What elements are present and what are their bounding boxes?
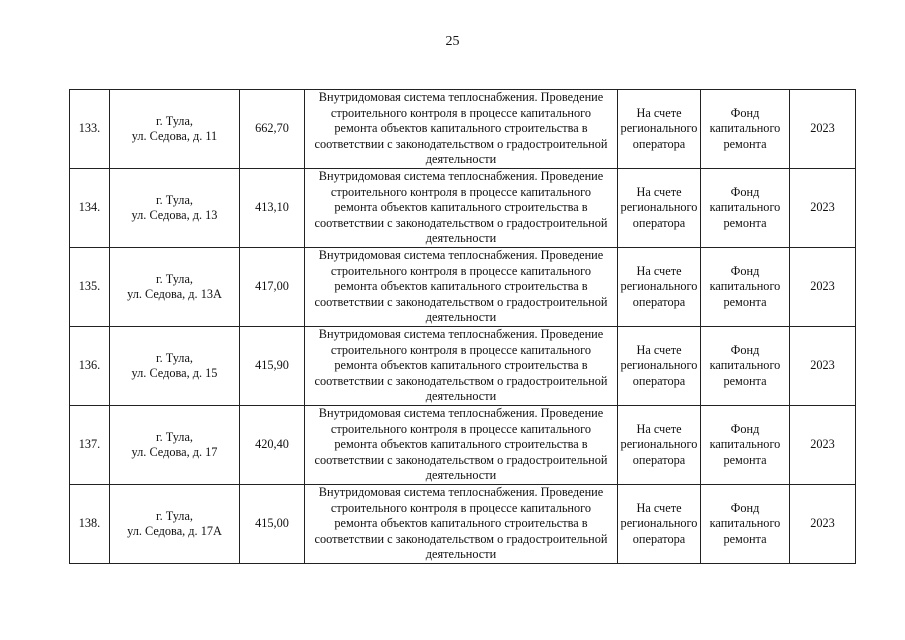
work-description-line: строительного контроля в процессе капитального — [330, 500, 592, 515]
area-cell — [240, 169, 305, 248]
funding-source-line: ремонта — [723, 215, 767, 230]
work-description-line: деятельности — [425, 547, 497, 562]
funding-source-line: ремонта — [723, 373, 767, 388]
account-line: регионального — [620, 437, 698, 452]
area-cell — [240, 327, 305, 406]
work-description-line: строительного контроля в процессе капитального — [330, 263, 592, 278]
funding-source-line: Фонд — [730, 184, 760, 199]
funding-source-line: ремонта — [723, 136, 767, 151]
area-cell — [240, 248, 305, 327]
work-description-line: строительного контроля в процессе капитального — [330, 421, 592, 436]
funding-source-line: капитального — [709, 437, 781, 452]
work-description-line: соответствии с законодательством о градостроительной — [314, 294, 608, 309]
funding-source-cell — [701, 327, 790, 406]
funding-source-line: Фонд — [730, 342, 760, 357]
work-description-line: соответствии с законодательством о градостроительной — [314, 452, 608, 467]
year-cell — [790, 406, 856, 485]
work-description-line: соответствии с законодательством о градостроительной — [314, 373, 608, 388]
account-line: На счете — [636, 500, 682, 515]
page-number: 25 — [445, 34, 460, 49]
table-row — [70, 169, 856, 248]
year-cell — [790, 248, 856, 327]
year-value: 2023 — [810, 437, 835, 452]
work-description-line: деятельности — [425, 310, 497, 325]
funding-source-line: ремонта — [723, 294, 767, 309]
work-description-line: деятельности — [425, 152, 497, 167]
account-line: регионального — [620, 279, 698, 294]
table-row — [70, 248, 856, 327]
area-value: 415,00 — [255, 516, 289, 531]
funding-source-line: Фонд — [730, 421, 760, 436]
work-description-line: строительного контроля в процессе капитального — [330, 184, 592, 199]
address-city: г. Тула, — [156, 271, 193, 286]
address-cell — [110, 248, 240, 327]
table-row — [70, 90, 856, 169]
account-line: регионального — [620, 200, 698, 215]
work-description-cell — [305, 406, 618, 485]
account-line: оператора — [632, 373, 686, 388]
work-description-line: ремонта объектов капитального строительства в — [334, 437, 588, 452]
row-number: 134. — [78, 200, 101, 215]
work-description-line: соответствии с законодательством о градостроительной — [314, 136, 608, 151]
row-number: 137. — [78, 437, 101, 452]
year-value: 2023 — [810, 121, 835, 136]
work-description-line: Внутридомовая система теплоснабжения. Проведение — [318, 406, 604, 421]
account-line: На счете — [636, 421, 682, 436]
row-number: 138. — [78, 516, 101, 531]
work-description-line: ремонта объектов капитального строительства в — [334, 279, 588, 294]
work-description-line: деятельности — [425, 468, 497, 483]
row-number: 135. — [78, 279, 101, 294]
account-line: На счете — [636, 184, 682, 199]
work-description-cell — [305, 327, 618, 406]
work-description-line: Внутридомовая система теплоснабжения. Проведение — [318, 169, 604, 184]
funding-source-line: капитального — [709, 358, 781, 373]
address-cell — [110, 90, 240, 169]
work-description-line: Внутридомовая система теплоснабжения. Проведение — [318, 327, 604, 342]
account-cell — [618, 485, 701, 564]
table-row — [70, 406, 856, 485]
work-description-line: ремонта объектов капитального строительства в — [334, 358, 588, 373]
account-line: На счете — [636, 263, 682, 278]
work-description-line: Внутридомовая система теплоснабжения. Проведение — [318, 90, 604, 105]
address-cell — [110, 406, 240, 485]
funding-source-cell — [701, 406, 790, 485]
area-cell — [240, 485, 305, 564]
work-description-cell — [305, 248, 618, 327]
year-value: 2023 — [810, 200, 835, 215]
account-line: регионального — [620, 121, 698, 136]
funding-source-line: капитального — [709, 200, 781, 215]
year-value: 2023 — [810, 279, 835, 294]
account-cell — [618, 406, 701, 485]
address-city: г. Тула, — [156, 508, 193, 523]
address-city: г. Тула, — [156, 350, 193, 365]
row-number-cell — [70, 327, 110, 406]
year-value: 2023 — [810, 358, 835, 373]
row-number-cell — [70, 248, 110, 327]
funding-source-cell — [701, 248, 790, 327]
area-cell — [240, 90, 305, 169]
account-line: регионального — [620, 358, 698, 373]
table-row — [70, 327, 856, 406]
area-cell — [240, 406, 305, 485]
work-description-line: соответствии с законодательством о градостроительной — [314, 531, 608, 546]
funding-source-cell — [701, 485, 790, 564]
area-value: 662,70 — [255, 121, 289, 136]
address-cell — [110, 169, 240, 248]
account-cell — [618, 248, 701, 327]
row-number-cell — [70, 485, 110, 564]
work-description-line: Внутридомовая система теплоснабжения. Проведение — [318, 485, 604, 500]
address-street: ул. Седова, д. 17 — [131, 445, 218, 459]
funding-source-line: Фонд — [730, 500, 760, 515]
account-line: На счете — [636, 105, 682, 120]
address-cell — [110, 485, 240, 564]
area-value: 417,00 — [255, 279, 289, 294]
account-cell — [618, 327, 701, 406]
year-value: 2023 — [810, 516, 835, 531]
table-body — [70, 90, 856, 564]
work-description-line: строительного контроля в процессе капитального — [330, 105, 592, 120]
address-city: г. Тула, — [156, 113, 193, 128]
repair-schedule-table — [69, 89, 856, 564]
work-description-line: ремонта объектов капитального строительства в — [334, 121, 588, 136]
account-cell — [618, 169, 701, 248]
address-street: ул. Седова, д. 11 — [131, 129, 218, 143]
funding-source-line: капитального — [709, 516, 781, 531]
year-cell — [790, 327, 856, 406]
work-description-cell — [305, 169, 618, 248]
row-number: 133. — [78, 121, 101, 136]
account-line: оператора — [632, 136, 686, 151]
address-street: ул. Седова, д. 13 — [131, 208, 218, 222]
funding-source-line: ремонта — [723, 531, 767, 546]
account-line: оператора — [632, 531, 686, 546]
work-description-line: ремонта объектов капитального строительства в — [334, 516, 588, 531]
account-line: На счете — [636, 342, 682, 357]
row-number-cell — [70, 90, 110, 169]
year-cell — [790, 90, 856, 169]
row-number-cell — [70, 169, 110, 248]
funding-source-line: капитального — [709, 121, 781, 136]
address-street: ул. Седова, д. 13А — [127, 287, 222, 301]
area-value: 413,10 — [255, 200, 289, 215]
funding-source-line: Фонд — [730, 263, 760, 278]
account-cell — [618, 90, 701, 169]
account-line: оператора — [632, 294, 686, 309]
area-value: 415,90 — [255, 358, 289, 373]
address-cell — [110, 327, 240, 406]
table-row — [70, 485, 856, 564]
work-description-line: ремонта объектов капитального строительства в — [334, 200, 588, 215]
funding-source-line: ремонта — [723, 452, 767, 467]
address-city: г. Тула, — [156, 192, 193, 207]
account-line: оператора — [632, 452, 686, 467]
address-street: ул. Седова, д. 15 — [131, 366, 218, 380]
address-street: ул. Седова, д. 17А — [127, 524, 222, 538]
funding-source-line: капитального — [709, 279, 781, 294]
funding-source-cell — [701, 90, 790, 169]
work-description-line: Внутридомовая система теплоснабжения. Проведение — [318, 248, 604, 263]
work-description-line: деятельности — [425, 389, 497, 404]
funding-source-cell — [701, 169, 790, 248]
work-description-cell — [305, 90, 618, 169]
year-cell — [790, 169, 856, 248]
row-number-cell — [70, 406, 110, 485]
account-line: оператора — [632, 215, 686, 230]
year-cell — [790, 485, 856, 564]
address-city: г. Тула, — [156, 429, 193, 444]
funding-source-line: Фонд — [730, 105, 760, 120]
row-number: 136. — [78, 358, 101, 373]
work-description-line: соответствии с законодательством о градостроительной — [314, 215, 608, 230]
work-description-line: строительного контроля в процессе капитального — [330, 342, 592, 357]
area-value: 420,40 — [255, 437, 289, 452]
work-description-cell — [305, 485, 618, 564]
account-line: регионального — [620, 516, 698, 531]
work-description-line: деятельности — [425, 231, 497, 246]
